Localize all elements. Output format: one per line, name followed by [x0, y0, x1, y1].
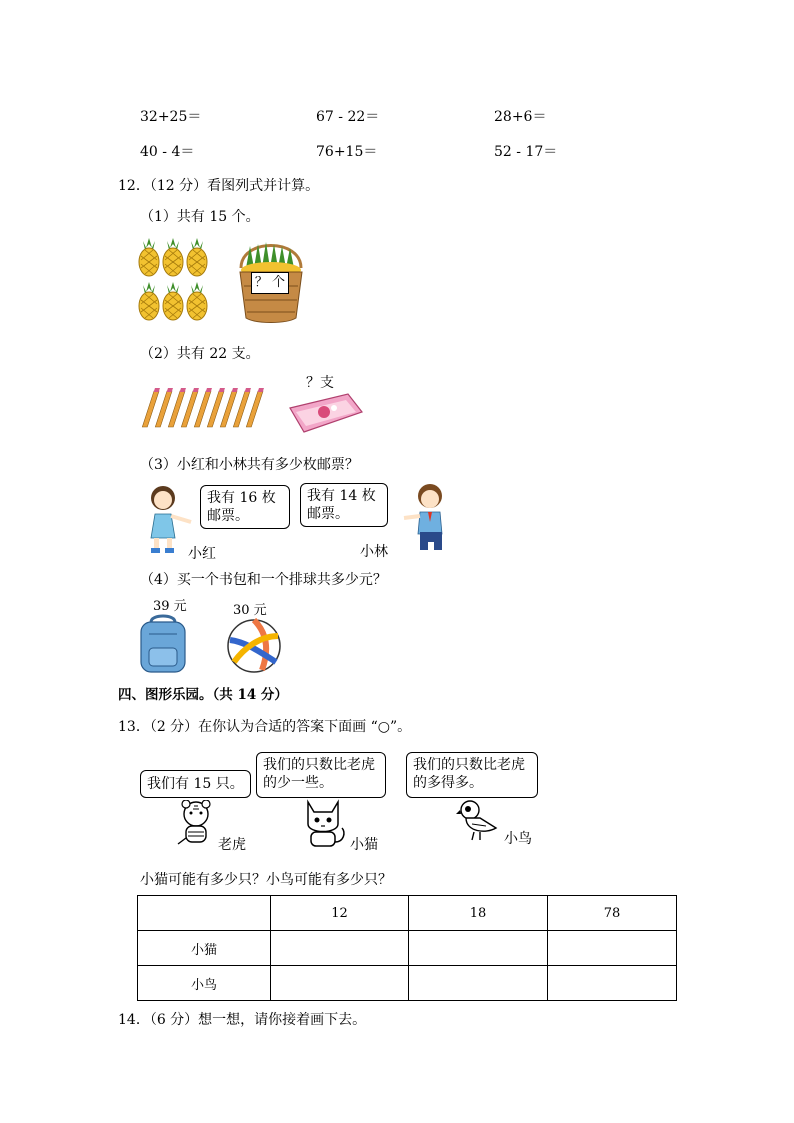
bird-bubble	[406, 752, 538, 798]
arith-1-2: 67 - 22＝	[316, 109, 380, 125]
table-row-label: 小鸟	[138, 966, 271, 1001]
volleyball-image	[226, 618, 282, 674]
bird-bubble-line2: 的多得多。	[413, 775, 483, 791]
pineapple-group-image	[138, 238, 210, 326]
girl-name: 小红	[188, 546, 216, 562]
table-header-cell: 78	[548, 896, 677, 931]
table-row	[138, 966, 677, 1001]
q12-part3: （3）小红和小林共有多少枚邮票？	[140, 457, 359, 473]
answer-cell[interactable]	[271, 966, 409, 1001]
q14-title: 14．（6 分）想一想，请你接着画下去。	[118, 1012, 367, 1028]
pencil-box-image	[286, 390, 366, 438]
cat-name: 小猫	[350, 837, 378, 853]
q13-question: 小猫可能有多少只？小鸟可能有多少只？	[140, 872, 392, 888]
boy-image	[400, 482, 452, 554]
girl-bubble-line2: 邮票。	[207, 508, 249, 524]
arith-2-3: 52 - 17＝	[494, 144, 558, 160]
q12-title: 12．（12 分）看图列式并计算。	[118, 178, 320, 194]
backpack-image	[137, 614, 189, 674]
q12-part1: （1）共有 15 个。	[140, 209, 260, 225]
bird-bubble-line1: 我们的只数比老虎	[413, 757, 525, 773]
tiger-name: 老虎	[218, 837, 246, 853]
q12-part2: （2）共有 22 支。	[140, 346, 260, 362]
boy-bubble-line2: 邮票。	[307, 506, 349, 522]
cat-bubble	[256, 752, 386, 798]
table-row	[138, 931, 677, 966]
cat-bubble-line1: 我们的只数比老虎	[263, 757, 375, 773]
basket-label: ？ 个	[251, 272, 289, 294]
tiger-bubble: 我们有 15 只。	[140, 770, 251, 798]
boy-bubble	[300, 483, 388, 527]
cat-bubble-line2: 的少一些。	[263, 775, 333, 791]
boy-bubble-line1: 我有 14 枚	[307, 488, 376, 504]
pencil-box-label: ？支	[306, 375, 334, 391]
table-header-cell: 12	[271, 896, 409, 931]
girl-bubble	[200, 485, 290, 529]
table-header-row	[138, 896, 677, 931]
arith-2-2: 76+15＝	[316, 144, 378, 160]
bird-name: 小鸟	[504, 831, 532, 847]
arith-1-1: 32+25＝	[140, 109, 202, 125]
answer-cell[interactable]	[548, 966, 677, 1001]
bag-price: 39 元	[153, 599, 187, 614]
cat-image	[302, 798, 348, 848]
answer-cell[interactable]	[409, 966, 548, 1001]
tiger-image	[176, 800, 216, 848]
bird-image	[456, 798, 500, 844]
girl-bubble-line1: 我有 16 枚	[207, 490, 276, 506]
table-header-cell	[138, 896, 271, 931]
answer-table	[137, 895, 677, 1001]
q13-title: 13．（2 分）在你认为合适的答案下面画 “○”。	[118, 719, 412, 735]
boy-name: 小林	[360, 544, 388, 560]
pencils-image	[140, 385, 266, 431]
section4-title: 四、图形乐园。（共 14 分）	[118, 687, 288, 703]
table-row-label: 小猫	[138, 931, 271, 966]
arith-2-1: 40 - 4＝	[140, 144, 195, 160]
answer-cell[interactable]	[409, 931, 548, 966]
table-header-cell: 18	[409, 896, 548, 931]
q12-part4: （4）买一个书包和一个排球共多少元？	[140, 572, 387, 588]
answer-cell[interactable]	[548, 931, 677, 966]
arith-1-3: 28+6＝	[494, 109, 547, 125]
ball-price: 30 元	[233, 603, 267, 618]
answer-cell[interactable]	[271, 931, 409, 966]
